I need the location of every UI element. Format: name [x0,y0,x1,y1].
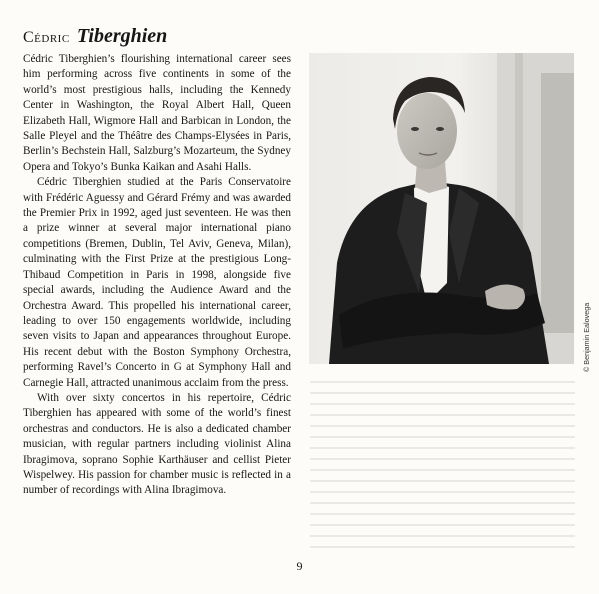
artist-heading [23,26,167,48]
photo-credit: © Benjamin Ealovega [582,302,591,372]
artist-portrait-image [309,53,574,364]
bleed-through-text [310,372,575,562]
artist-first-name: Cédric [23,29,70,46]
artist-photo [309,53,574,364]
biography-text [23,52,291,499]
biography-paragraph-1: Cédric Tiberghien’s flourishing international career sees him performing across five continents in some of the world’s most prestigious halls, including the Kennedy Center in Washington, the Royal Albert Hall, Queen Elizabeth Hall, Wigmore Hall and Barbican in London, the Salle Pleyel and the Théâtre des Champs-Elysées in Paris, Berlin’s Bechstein Hall, Salzburg’s Mozarteum, the Sydney Opera and Tokyo’s Bunka Kaikan and Asahi Halls. [23,53,291,173]
biography-paragraph-3: With over sixty concertos in his repertoire, Cédric Tiberghien has appeared with some of the world’s finest orchestras and conductors. He is also a dedicated chamber musician, with regular partners including violinist Alina Ibragimova, soprano Sophie Karthäuser and cellist Pieter Wispelwey. His passion for chamber music is reflected in a number of recordings with Alina Ibragimova. [23,391,291,497]
page-number: 9 [296,559,303,573]
biography-paragraph-2: Cédric Tiberghien studied at the Paris Conservatoire with Frédéric Aguessy and Gérard Frémy and was awarded the Premier Prix in 1992, aged just seventeen. He was then a prize winner at several major international piano competitions (Bremen, Dublin, Tel Aviv, Geneva, Milan), culminating with the First Prize at the prestigious Long-Thibaud Competition in Paris in 1998, alongside five special awards, including the Audience Award and the Orchestra Award. This propelled his international career, leading to over 150 engagements worldwide, including seven visits to Japan and appearances throughout Europe. His recent debut with the Boston Symphony Orchestra, performing Ravel’s Concerto in G at Symphony Hall and Carnegie Hall, attracted unanimous acclaim from the press. [23,176,291,389]
artist-last-name: Tiberghien [76,25,168,47]
